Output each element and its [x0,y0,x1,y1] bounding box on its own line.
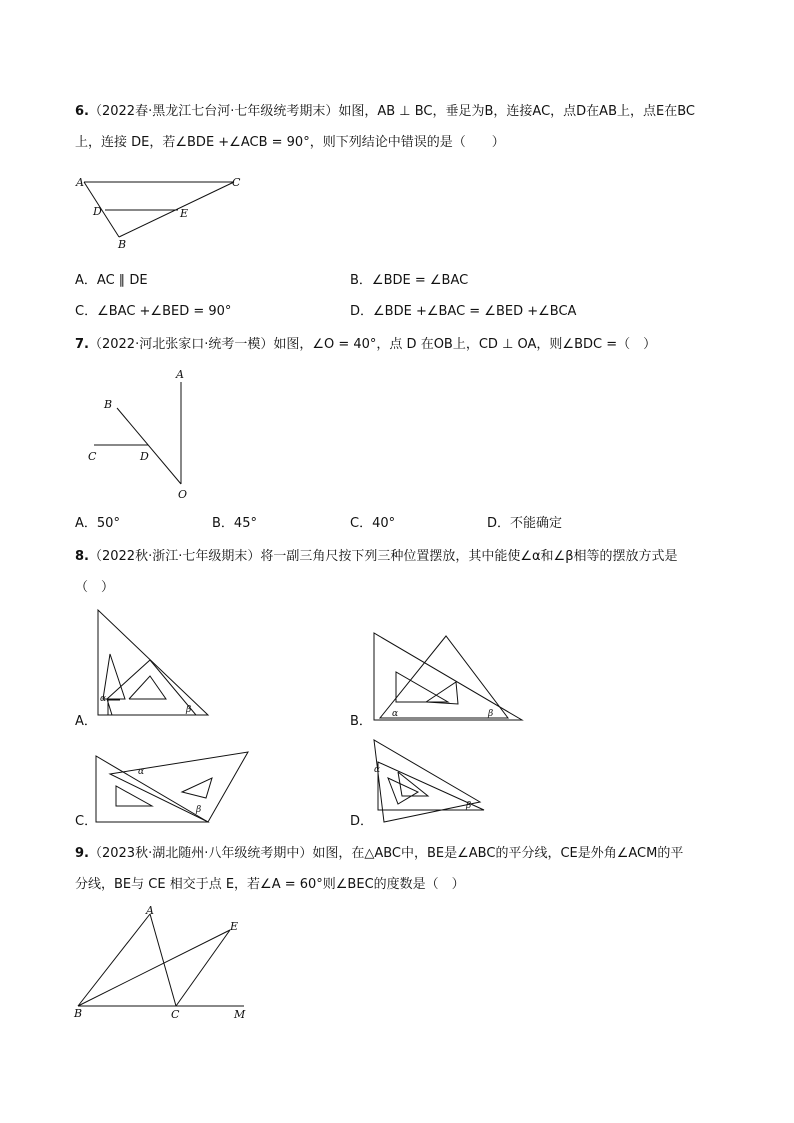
q7-label-A: A [176,368,184,381]
q9-line2: 分线，BE与 CE 相交于点 E，若∠A = 60°则∠BEC的度数是（ ） [75,877,465,892]
q7-option-d[interactable] [487,516,562,532]
q6-option-a[interactable] [75,273,148,289]
q8-a-beta: β [186,705,192,715]
q6-option-c-label: C． [75,304,98,319]
q7-number: 7. [75,337,89,352]
q7-label-D: D [140,450,149,463]
q7-option-d-label: D． [487,516,511,531]
q8-d-alpha: α [374,765,381,775]
q8-b-alpha: α [392,709,399,719]
q7-option-a[interactable] [75,516,120,532]
q8-figure-a[interactable] [92,604,214,720]
q6-option-a-text: AC ∥ DE [96,273,148,288]
q6-figure [72,172,252,252]
q6-option-d-label: D． [350,304,374,319]
q8-figure-c[interactable] [92,750,252,826]
q8-number: 8. [75,549,89,564]
q8-line2: （ ） [75,580,115,595]
q8-c-beta: β [196,805,202,815]
q9-label-B: B [74,1007,83,1020]
q8-figure-d[interactable] [372,738,490,828]
q8-text-1: （2022秋·浙江·七年级期末）将一副三角尺按下列三种位置摆放，其中能使∠α和∠β相等的摆放方式是 [88,549,678,564]
q6-option-d-text: ∠BDE +∠BAC = ∠BED +∠BCA [373,304,577,319]
q8-option-b[interactable]: B． [350,714,372,729]
q9-label-E: E [230,920,239,933]
q7-option-c[interactable] [350,516,395,532]
q6-line1 [75,104,695,120]
q7-label-C: C [88,450,97,463]
q9-line1 [75,846,683,862]
q7-figure [82,364,202,504]
q7-label-B: B [104,398,113,411]
q7-line1 [75,337,656,353]
q8-line1 [75,549,678,565]
q9-label-C: C [171,1008,180,1021]
q8-figure-b[interactable] [372,630,527,724]
q7-option-d-text: 不能确定 [510,516,563,531]
q8-b-beta: β [488,709,494,719]
q6-label-B: B [118,238,127,251]
q7-option-b-label: B． [212,516,234,531]
q9-text-1: （2023秋·湖北随州·八年级统考期中）如图，在△ABC中，BE是∠ABC的平分线，CE是外角∠ACM的平 [88,846,684,861]
q7-option-c-label: C． [350,516,373,531]
q9-label-M: M [234,1008,246,1021]
q6-number: 6. [75,104,89,119]
q6-option-d[interactable] [350,304,576,320]
q7-label-O: O [178,488,188,501]
q8-c-alpha: α [138,767,145,777]
q9-label-A: A [146,904,154,917]
q8-option-c[interactable]: C． [75,814,98,829]
q6-label-D: D [93,205,102,218]
q6-text-1: （2022春·黑龙江七台河·七年级统考期末）如图，AB ⊥ BC，垂足为B，连接AC，点D在AB上，点E在BC [88,104,695,119]
q8-a-alpha: α [100,694,107,704]
q7-option-c-text: 40° [372,516,396,531]
q8-option-d[interactable]: D． [350,814,374,829]
q6-line2: 上，连接 DE，若∠BDE +∠ACB = 90°，则下列结论中错误的是（ ） [75,135,505,150]
q8-option-a[interactable]: A． [75,714,97,729]
q6-option-a-label: A． [75,273,97,288]
q6-option-b[interactable] [350,273,468,289]
q6-label-A: A [76,176,84,189]
q9-number: 9. [75,846,89,861]
q7-option-b[interactable] [212,516,257,532]
q6-label-E: E [180,207,189,220]
q6-option-b-text: ∠BDE = ∠BAC [371,273,469,288]
q6-label-C: C [232,176,241,189]
q7-option-a-label: A． [75,516,97,531]
q9-figure [70,902,255,1022]
q8-d-beta: β [466,801,472,811]
q7-text-1: （2022·河北张家口·统考一模）如图，∠O = 40°，点 D 在OB上，CD ⊥ OA，则∠BDC =（ ） [88,337,657,352]
q7-option-b-text: 45° [233,516,257,531]
q6-option-c-text: ∠BAC +∠BED = 90° [97,304,232,319]
q6-option-c[interactable] [75,304,231,320]
q6-option-b-label: B． [350,273,372,288]
q7-option-a-text: 50° [96,516,120,531]
